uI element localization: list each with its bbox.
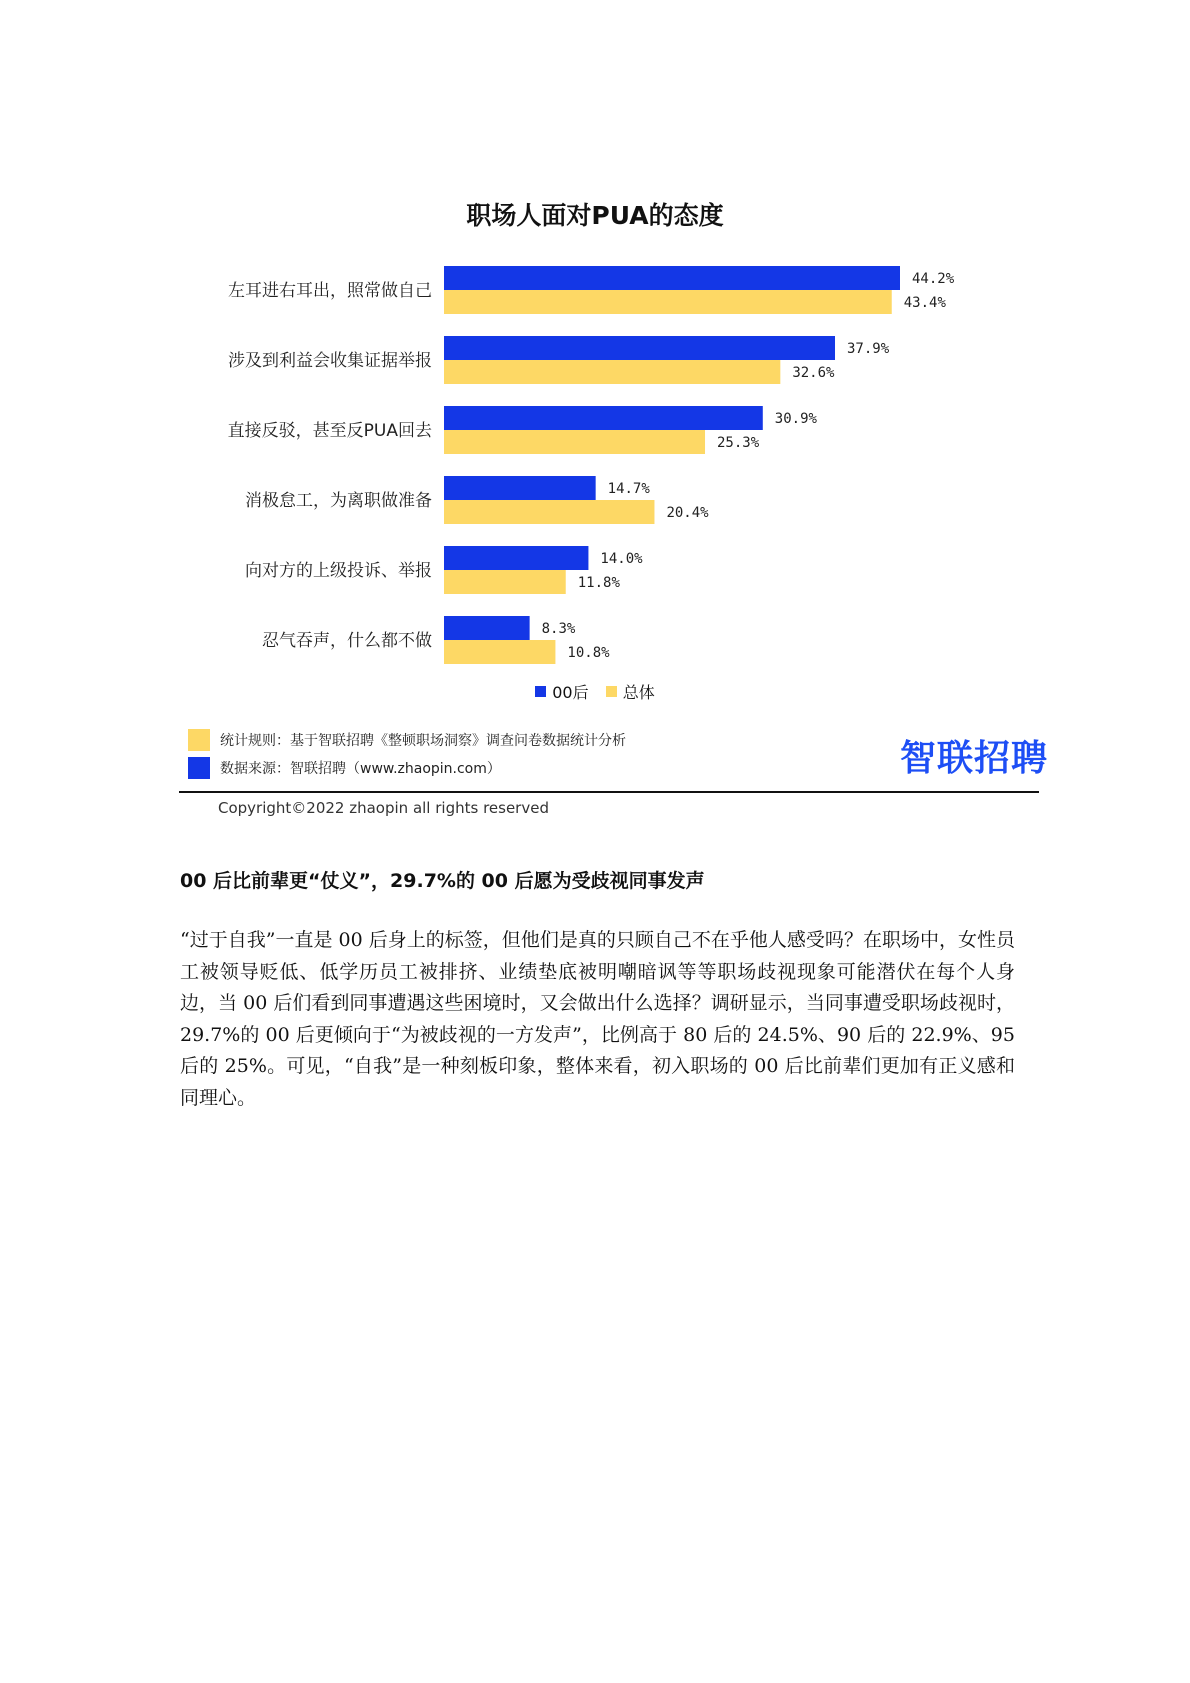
zhaopin-logo: 智联招聘	[899, 738, 1048, 779]
legend-swatch-zongti	[606, 686, 617, 697]
data-label: 10.8%	[567, 645, 610, 661]
data-source-text: 数据来源：智联招聘（www.zhaopin.com）	[220, 761, 501, 777]
category-label: 直接反驳，甚至反PUA回去	[227, 421, 432, 441]
bar-00hou	[444, 406, 763, 430]
bar-zongti	[444, 640, 555, 664]
data-label: 43.4%	[903, 295, 946, 311]
data-label: 20.4%	[666, 505, 709, 521]
data-label: 30.9%	[774, 411, 817, 427]
bar-zongti	[444, 290, 892, 314]
category-label: 向对方的上级投诉、举报	[245, 561, 432, 581]
chart-legend	[0, 680, 1190, 703]
divider-line	[179, 791, 1039, 793]
category-label: 左耳进右耳出，照常做自己	[228, 281, 432, 301]
section-heading: 00 后比前辈更“仗义”，29.7%的 00 后愿为受歧视同事发声	[180, 870, 705, 892]
data-label: 32.6%	[792, 365, 835, 381]
data-label: 11.8%	[577, 575, 620, 591]
chart-notes	[188, 726, 1048, 788]
bar-00hou	[444, 546, 588, 570]
bar-zongti	[444, 570, 566, 594]
bar-zongti	[444, 360, 780, 384]
data-label: 44.2%	[912, 271, 955, 287]
legend-label-zongti: 总体	[622, 683, 655, 702]
legend-swatch-00hou	[535, 686, 546, 697]
bar-00hou	[444, 266, 900, 290]
data-label: 8.3%	[541, 621, 576, 637]
category-label: 忍气吞声，什么都不做	[262, 631, 432, 651]
body-paragraph: “过于自我”一直是 00 后身上的标签，但他们是真的只顾自己不在乎他人感受吗？在职场中，女性员工被领导贬低、低学历员工被排挤、业绩垫底被明嘲暗讽等等职场歧视现象可能潜伏在每个人身边，当 00 后们看到同事遭遇这些困境时，又会做出什么选择？调研显示，当同事遭受职场歧视时，29.7%的 00 后更倾向于“为被歧视的一方发声”，比例高于 80 后的 24.5%、90 后的 22.9%、95 后的 25%。可见，“自我”是一种刻板印象，整体来看，初入职场的 00 后比前辈们更加有正义感和同理心。	[180, 929, 1015, 1109]
legend-item-zongti	[606, 680, 655, 703]
category-label: 消极怠工，为离职做准备	[245, 491, 432, 511]
bar-zongti	[444, 430, 705, 454]
copyright-text: Copyright©2022 zhaopin all rights reserved	[218, 799, 549, 817]
stat-rule-square-icon	[188, 729, 210, 751]
data-label: 14.7%	[607, 481, 650, 497]
chart-title: 职场人面对PUA的态度	[466, 201, 724, 230]
legend-label-00hou: 00后	[552, 683, 589, 702]
legend-item-00hou	[535, 680, 588, 703]
bar-00hou	[444, 616, 530, 640]
data-label: 25.3%	[717, 435, 760, 451]
data-label: 14.0%	[600, 551, 643, 567]
bar-00hou	[444, 476, 596, 500]
bar-00hou	[444, 336, 835, 360]
bar-chart	[0, 250, 1190, 670]
data-label: 37.9%	[847, 341, 890, 357]
category-label: 涉及到利益会收集证据举报	[228, 351, 432, 371]
data-source-square-icon	[188, 757, 210, 779]
stat-rule-text: 统计规则：基于智联招聘《整顿职场洞察》调查问卷数据统计分析	[220, 733, 626, 749]
bar-zongti	[444, 500, 654, 524]
